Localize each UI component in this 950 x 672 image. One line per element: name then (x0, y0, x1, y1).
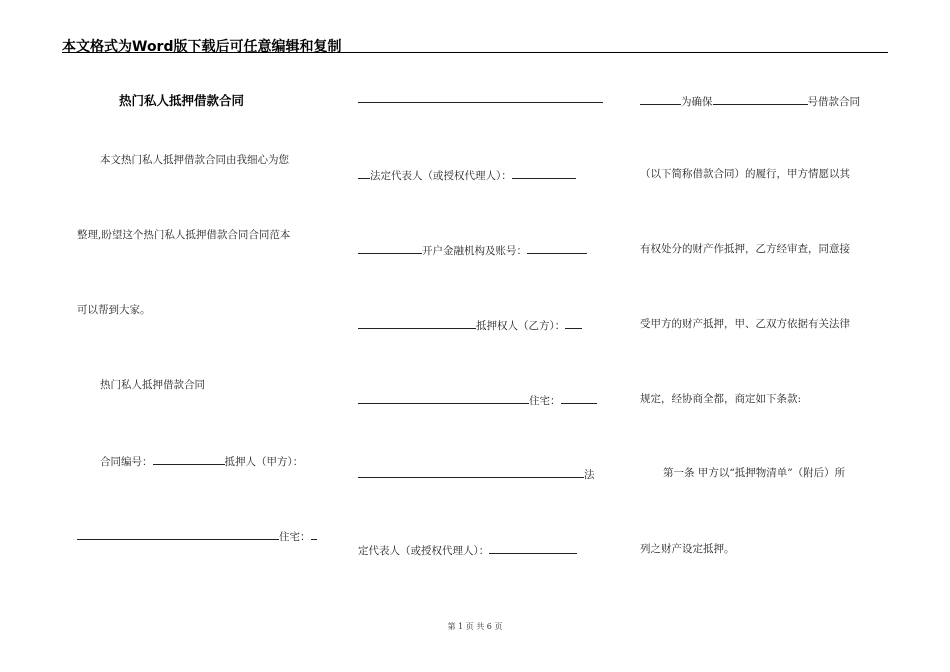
mortgagee-prefix-blank (358, 317, 476, 329)
contract-number-blank (153, 453, 225, 465)
legal-rep-blank-2 (489, 542, 577, 554)
legal-rep-label-2: 定代表人（或授权代理人）： (358, 545, 490, 557)
clause-line-6: 第一条 甲方以“抵押物清单”（附后）所 (663, 467, 846, 479)
fa-prefix-blank (358, 466, 584, 478)
contract-subtitle: 热门私人抵押借款合同 (100, 379, 205, 391)
clause-line-7: 列之财产设定抵押。 (640, 543, 735, 555)
address-prefix-blank (358, 392, 529, 404)
clause-label-b: 号借款合同 (807, 96, 860, 108)
mortgagor-label: 抵押人（甲方）： (224, 456, 304, 468)
legal-rep-line-2 (358, 542, 577, 558)
mortgagee-line (358, 317, 582, 333)
document-title: 热门私人抵押借款合同 (119, 93, 245, 108)
fa-line (358, 466, 595, 482)
page-footer: 第 1 页 共 6 页 (447, 622, 503, 631)
clause-label-a: 为确保 (681, 96, 713, 108)
legal-rep-line (358, 167, 576, 183)
address-label-2: 住宅： (529, 395, 561, 407)
address-label: 住宅： (279, 531, 311, 543)
intro-line-2: 整理,盼望这个热门私人抵押借款合同合同范本 (77, 229, 291, 241)
mortgagor-name-blank (77, 528, 279, 540)
contract-number-label: 合同编号： (100, 456, 153, 468)
clause-line-3: 有权处分的财产作抵押，乙方经审查，同意接 (640, 243, 850, 255)
loan-contract-number-blank (713, 93, 808, 105)
bank-account-blank (527, 242, 587, 254)
intro-line-1: 本文热门私人抵押借款合同由我细心为您 (100, 154, 289, 166)
legal-rep-label: 法定代表人（或授权代理人）： (370, 170, 512, 182)
mortgagee-blank (565, 317, 582, 329)
address-blank (311, 528, 317, 540)
document-header-title: 本文格式为Word版下载后可任意编辑和复制 (62, 39, 342, 55)
mortgagor-address-line (77, 528, 317, 544)
clause-prefix-blank (640, 93, 681, 105)
clause-line-5: 规定，经协商全都，商定如下条款: (640, 393, 802, 405)
mortgagee-address-line (358, 392, 597, 408)
clause-line-4: 受甲方的财产抵押，甲、乙双方依据有关法律 (640, 318, 850, 330)
clause-line-1 (640, 93, 860, 109)
mortgagee-label: 抵押权人（乙方）： (476, 320, 566, 332)
intro-line-3: 可以帮到大家。 (77, 304, 151, 316)
bank-account-label: 开户金融机构及账号： (422, 245, 527, 257)
address-blank-2 (561, 392, 597, 404)
bank-account-line (358, 242, 587, 258)
fa-char: 法 (584, 469, 595, 481)
header-divider (62, 52, 888, 53)
clause-line-2: （以下简称借款合同）的履行，甲方情愿以其 (640, 168, 850, 180)
blank-line-top (358, 91, 603, 107)
bank-prefix-blank (358, 242, 422, 254)
contract-number-line (100, 453, 303, 469)
legal-rep-blank (512, 167, 576, 179)
blank-underline (358, 91, 603, 103)
legal-rep-prefix-blank (358, 167, 370, 179)
